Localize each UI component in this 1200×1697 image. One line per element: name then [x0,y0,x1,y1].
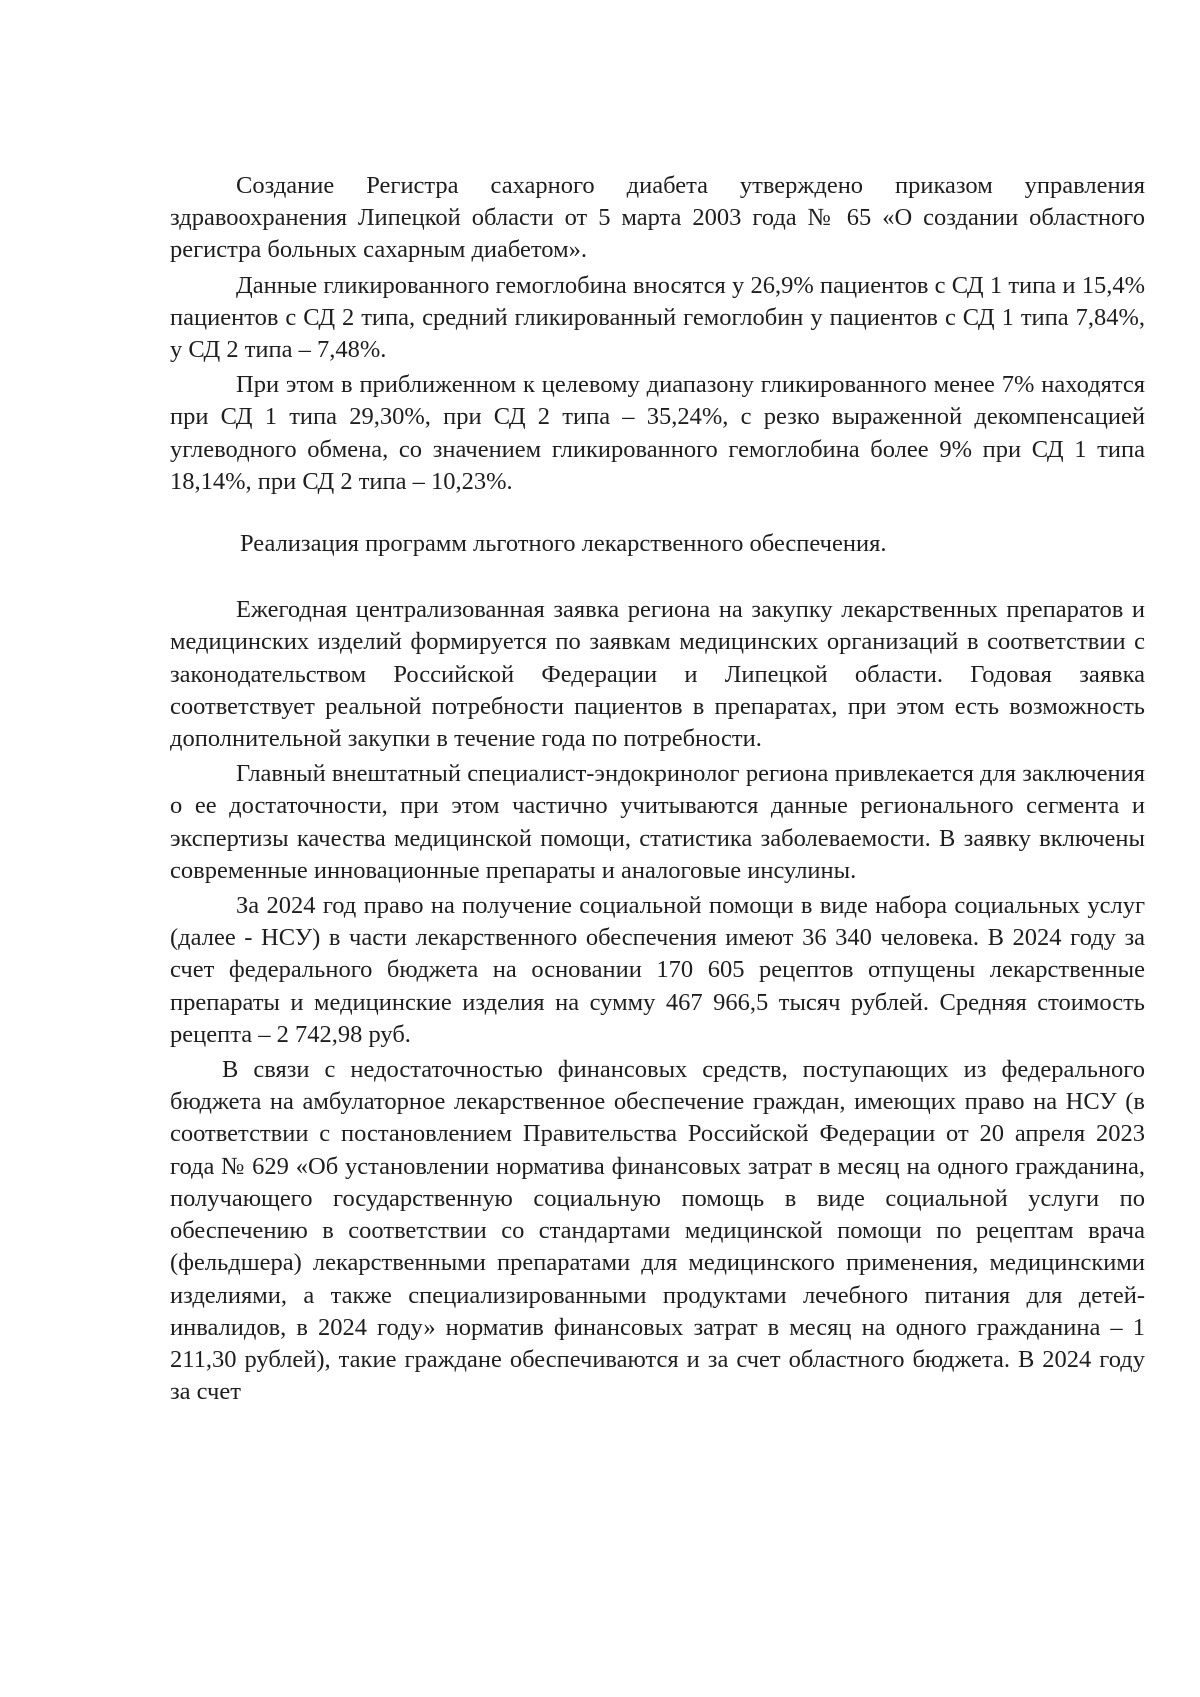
paragraph-diabetes-register: Создание Регистра сахарного диабета утверждено приказом управления здравоохранения Липецкой области от 5 марта 2003 года № 65 «О создании областного регистра больных сахарным диабетом». [170,172,1145,264]
paragraph-target-range: При этом в приближенном к целевому диапазону гликированного менее 7% находятся при СД 1 типа 29,30%, при СД 2 типа – 35,24%, с резко выраженной декомпенсацией углеводного обмена, со значением гликированного гемоглобина более 9% при СД 1 типа 18,14%, при СД 2 типа – 10,23%. [170,371,1145,495]
paragraph-glycated-hemoglobin: Данные гликированного гемоглобина вносятся у 26,9% пациентов с СД 1 типа и 15,4% пациентов с СД 2 типа, средний гликированный гемоглобин у пациентов с СД 1 типа 7,84%, у СД 2 типа – 7,48%. [170,271,1145,364]
paragraph-nsu-2024: За 2024 год право на получение социальной помощи в виде набора социальных услуг (далее - НСУ) в части лекарственного обеспечения имеют 36 340 человека. В 2024 году за счет федерального бюджета на основании 170 605 рецептов отпущены лекарственные препараты и медицинские изделия на сумму 467 966,5 тысяч рублей. Средняя стоимость рецепта – 2 742,98 руб. [170,892,1145,1048]
paragraph-annual-request: Ежегодная централизованная заявка региона на закупку лекарственных препаратов и медицинских изделий формируется по заявкам медицинских организаций в соответствии с законодательством Российской Федерации и Липецкой области. Годовая заявка соответствует реальной потребности пациентов в препаратах, при этом есть возможность дополнительной закупки в течение года по потребности. [170,596,1145,753]
section-heading-drug-provision: Реализация программ льготного лекарственного обеспечения. [240,530,887,558]
paragraph-funding-shortage: В связи с недостаточностью финансовых средств, поступающих из федерального бюджета на амбулаторное лекарственное обеспечение граждан, имеющих право на НСУ (в соответствии с постановлением Правительства Российской Федерации от 20 апреля 2023 года № 629 «Об установлении норматива финансовых затрат в месяц на одного гражданина, получающего государственную социальную помощь в виде социальной услуги по обеспечению в соответствии со стандартами медицинской помощи по рецептам врача (фельдшера) лекарственными препаратами для медицинского применения, медицинскими изделиями, а также специализированными продуктами лечебного питания для детей-инвалидов, в 2024 году» норматив финансовых затрат в месяц на одного гражданина – 1 211,30 рублей), такие граждане обеспечиваются и за счет областного бюджета. В 2024 году за счет [170,1056,1145,1406]
document-body [170,170,1145,1408]
paragraph-chief-endocrinologist: Главный внештатный специалист-эндокринолог региона привлекается для заключения о ее достаточности, при этом частично учитываются данные регионального сегмента и экспертизы качества медицинской помощи, статистика заболеваемости. В заявку включены современные инновационные препараты и аналоговые инсулины. [170,760,1145,884]
